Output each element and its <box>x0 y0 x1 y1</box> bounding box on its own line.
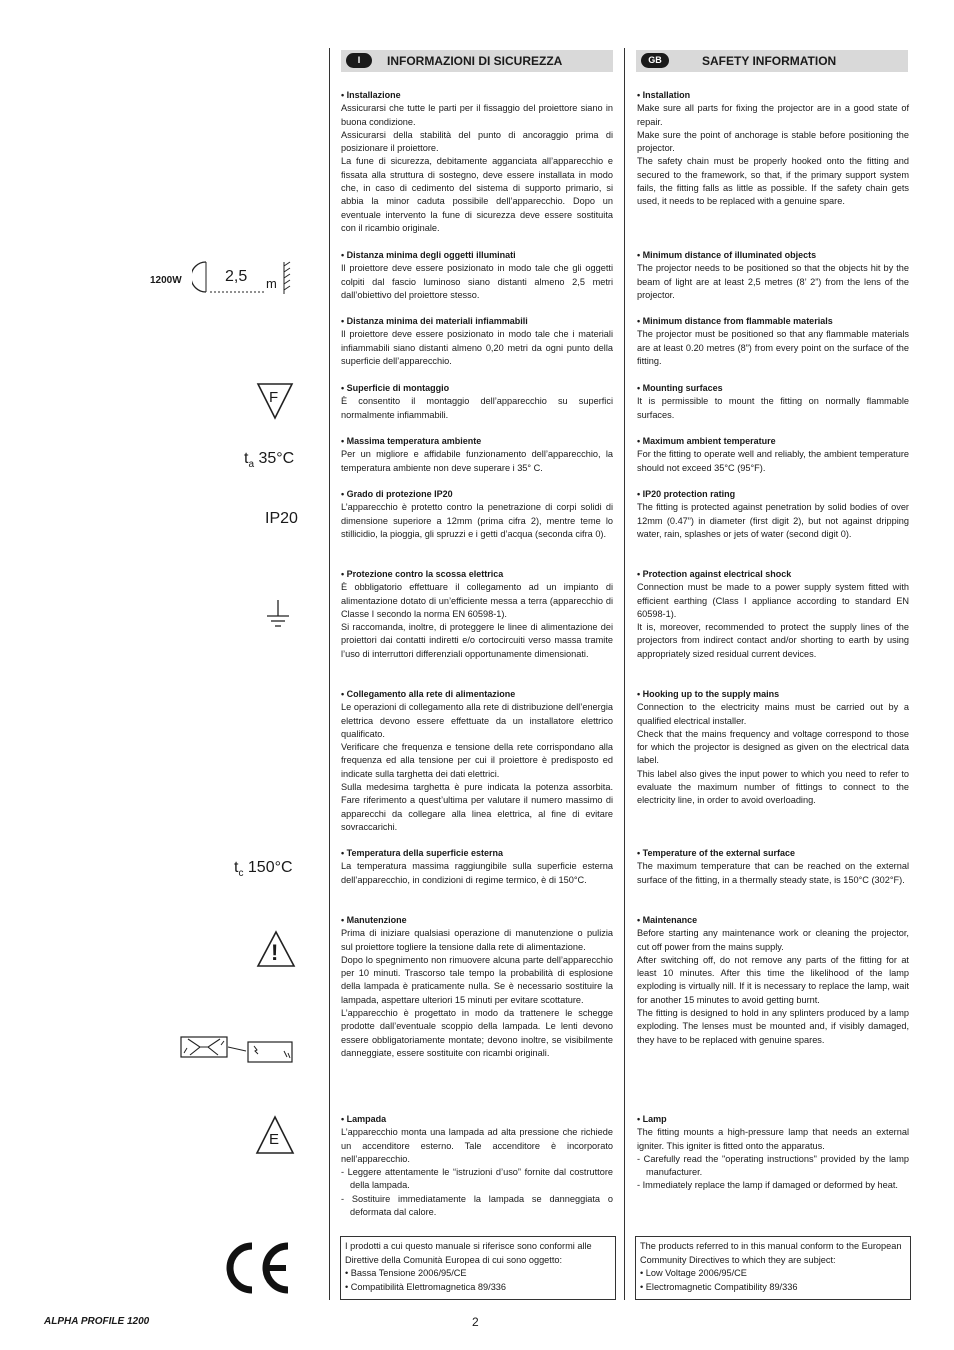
it-section-heading: • Distanza minima degli oggetti illuminati <box>341 250 516 260</box>
distance-value: 2,5 <box>225 268 248 285</box>
gb-section-paragraph: - Carefully read the "operating instructions" provided by the lamp manufacturer. <box>637 1153 909 1178</box>
it-conformity-line: I prodotti a cui questo manuale si riferisce sono conformi alle Direttive della Comunità Europea di cui sono oggetto: <box>345 1241 592 1265</box>
tc-sub: c <box>238 868 244 880</box>
it-section-heading: • Distanza minima dei materiali infiammabili <box>341 316 528 326</box>
it-section-paragraph: Il proiettore deve essere posizionato in modo tale che gli oggetti colpiti dal fascio luminoso siano distanti almeno 2,5 metri dall’obiettivo del proiettore stesso. <box>341 263 613 300</box>
it-section <box>341 89 613 235</box>
warning-symbol <box>256 930 296 968</box>
gb-section <box>637 688 909 808</box>
gb-section <box>637 1113 909 1193</box>
it-section-paragraph: Prima di iniziare qualsiasi operazione di manutenzione o pulizia sul proiettore togliere la tensione dalla rete di alimentazione. <box>341 928 613 952</box>
earth-icon <box>265 600 291 632</box>
gb-section-heading: • Minimum distance of illuminated objects <box>637 250 817 260</box>
gb-section <box>637 435 909 475</box>
distance-unit: m <box>266 276 277 291</box>
gb-section-heading: • Hooking up to the supply mains <box>637 689 780 699</box>
it-section-paragraph: L’apparecchio è progettato in modo da trattenere le schegge prodotte dall’eventuale scoppio della lampada. Le lenti devono essere obbligatoriamente montate; devono inoltre, se visibilmente danneggiate, essere sostituite con ricambi originali. <box>341 1008 613 1058</box>
gb-conformity-line: • Electromagnetic Compatibility 89/336 <box>640 1281 798 1292</box>
gb-section-paragraph: Connection to the electricity mains must be carried out by a qualified electrical installer. <box>637 702 909 726</box>
gb-section <box>637 568 909 661</box>
it-section-heading: • Installazione <box>341 90 401 100</box>
distance-watt: 1200W <box>150 275 182 286</box>
it-section-paragraph: Sulla medesima targhetta è pure indicata la potenza assorbita. Fare riferimento a quest’ultima per valutare il numero massimo di apparecchi da collegare alla linea elettrica, al fine di evitare sovraccarichi. <box>341 782 613 832</box>
column-rule-middle <box>624 48 625 1300</box>
gb-section-paragraph: Connection must be made to a power supply system fitted with efficient earthing (Class I appliance according to standard EN 60598-1). <box>637 582 909 619</box>
ip-rating-label: IP20 <box>265 510 298 527</box>
it-section-heading: • Temperatura della superficie esterna <box>341 848 504 858</box>
it-section <box>341 249 613 302</box>
it-section <box>341 382 613 422</box>
gb-section <box>637 89 909 209</box>
gb-section <box>637 249 909 302</box>
gb-section-paragraph: Before starting any maintenance work or cleaning the projector, cut off power from the mains supply. <box>637 928 909 952</box>
it-conformity-line: • Compatibilità Elettromagnetica 89/336 <box>345 1281 507 1292</box>
gb-section-heading: • Temperature of the external surface <box>637 848 796 858</box>
gb-section-paragraph: The projector must be positioned so that any flammable materials are at least 0.20 metres (8”) from every point on the surface of the fitting. <box>637 329 909 366</box>
it-section <box>341 568 613 661</box>
it-section-heading: • Protezione contro la scossa elettrica <box>341 569 504 579</box>
it-section-heading: • Superficie di montaggio <box>341 383 450 393</box>
gb-section-paragraph: It is permissible to mount the fitting on normally flammable surfaces. <box>637 396 909 420</box>
it-section <box>341 488 613 541</box>
gb-section <box>637 914 909 1047</box>
it-section-paragraph: L’apparecchio monta una lampada ad alta pressione che richiede un accenditore esterno. Tale accenditore è incorporato nell’apparecchio. <box>341 1127 613 1164</box>
gb-section-heading: • Installation <box>637 90 691 100</box>
gb-section-paragraph: Check that the mains frequency and voltage correspond to those for which the projector is designed as given on the electrical data label. <box>637 728 909 766</box>
gb-section-paragraph: The fitting is designed to hold in any splinters produced by a lamp exploding. The lenses must be mounted and, if visibly damaged, they have to be replaced with genuine spares. <box>637 1008 909 1045</box>
gb-section-paragraph: This label also gives the input power to which you need to refer to evaluate the maximum number of fittings to connect to the electricity line, in order to avoid overloading. <box>637 768 909 806</box>
gb-section-heading: • IP20 protection rating <box>637 489 736 499</box>
it-section-paragraph: È consentito il montaggio dell’apparecchio su superfici normalmente infiammabili. <box>341 396 613 420</box>
column-rule-left <box>329 48 330 1300</box>
gb-section-paragraph: After switching off, do not remove any parts of the fitting for at least 10 minutes. After this time the likelihood of the lamp exploding is virtually nill. If it is necessary to replace the lamp, wait for another 15 minutes to avoid getting burnt. <box>637 954 909 1005</box>
tc-value: 150°C <box>243 859 293 876</box>
it-section-heading: • Manutenzione <box>341 915 407 925</box>
it-section-paragraph: È obbligatorio effettuare il collegamento ad un impianto di alimentazione dotato di un’efficiente messa a terra (apparecchio di Classe I secondo la norma EN 60598-1). <box>341 582 613 619</box>
gb-section-paragraph: The projector needs to be positioned so that the objects hit by the beam of light are at least 2,5 metres (8’ 2”) from the lens of the projector. <box>637 263 909 300</box>
it-title: INFORMAZIONI DI SICUREZZA <box>387 54 563 68</box>
gb-conformity-box <box>635 1236 911 1300</box>
gb-section <box>637 315 909 368</box>
flammable-surface-symbol <box>255 380 295 420</box>
ta-sub: a <box>248 459 255 471</box>
it-section-paragraph: Le operazioni di collegamento alla rete di distribuzione dell’energia elettrica devono essere effettuate da un installatore elettrico qualificato. <box>341 702 613 739</box>
gb-section-paragraph: For the fitting to operate well and reliably, the ambient temperature should not exceed 35°C (95°F). <box>637 449 909 473</box>
it-section <box>341 688 613 834</box>
it-section-paragraph: Si raccomanda, inoltre, di proteggere le linee di alimentazione dei proiettori dai contatti indiretti e/o cortocircuiti verso massa tramite l’uso di interruttori differenziali opportunamente dimensionati. <box>341 622 613 659</box>
it-section <box>341 315 613 368</box>
gb-conformity-line: • Low Voltage 2006/95/CE <box>640 1268 747 1278</box>
it-section-paragraph: Per un migliore e affidabile funzionamento dell’apparecchio, la temperatura ambiente non deve superare i 35° C. <box>341 449 613 473</box>
it-section-heading: • Lampada <box>341 1114 387 1124</box>
it-section-paragraph: La fune di sicurezza, debitamente agganciata all’apparecchio e fissata alla struttura di sostegno, deve essere installata in modo che, in caso di cedimento del sistema di supporto primario, si abbia la minor caduta possibile dell’apparecchio. Dopo un eventuale intervento la fune di sicurezza deve essere sostituita con il ricambio originale. <box>341 156 613 233</box>
it-column <box>341 0 613 1300</box>
it-section-paragraph: Verificare che frequenza e tensione della rete corrispondano alla frequenza ed alla tensione per cui il proiettore è predisposto ed indicate sulla targhetta dei dati elettrici. <box>341 742 613 779</box>
gb-column <box>637 0 909 1300</box>
it-conformity-line: • Bassa Tensione 2006/95/CE <box>345 1268 467 1278</box>
gb-section-paragraph: Make sure the point of anchorage is stable before positioning the projector. <box>637 129 909 154</box>
tc-t: t <box>234 859 239 876</box>
gb-section <box>637 847 909 887</box>
it-section-heading: • Collegamento alla rete di alimentazione <box>341 689 516 699</box>
gb-section-paragraph: The safety chain must be properly hooked onto the fitting and secured to the framework, so that, if the primary support system fails, the fitting falls as little as possible. If the safety chain gets used, it needs to be replaced with a genuine spare. <box>637 156 909 207</box>
gb-section <box>637 382 909 422</box>
gb-section-paragraph: The fitting mounts a high-pressure lamp that needs an external igniter. This igniter is fitted onto the apparatus. <box>637 1127 909 1151</box>
it-section <box>341 1113 613 1219</box>
gb-section-paragraph: - Immediately replace the lamp if damaged or deformed by heat. <box>637 1180 898 1191</box>
gb-section-heading: • Minimum distance from flammable materials <box>637 316 833 326</box>
warning-mark: ! <box>271 940 279 965</box>
gb-section <box>637 488 909 541</box>
broken-lens-icon <box>180 1035 296 1065</box>
gb-section-paragraph: The fitting is protected against penetration by solid bodies of over 12mm (0.47”) in diameter (first digit 2), but not against dripping water, rain, splashes or jets of water (second digit 0). <box>637 502 909 539</box>
it-section-paragraph: Il proiettore deve essere posizionato in modo tale che i materiali infiammabili siano distanti almeno 0,20 metri da ogni punto della superficie dell’apparecchio. <box>341 329 613 366</box>
gb-section-heading: • Lamp <box>637 1114 667 1124</box>
page-number: 2 <box>472 1315 479 1329</box>
it-section-paragraph: L’apparecchio è protetto contro la penetrazione di corpi solidi di dimensione superiore a 12mm (prima cifra 2), mentre teme lo stillicidio, la pioggia, gli spruzzi e i getti d’acqua (seconda cifra 0). <box>341 502 613 539</box>
gb-section-paragraph: It is, moreover, recommended to protect the supply lines of the projectors from indirect contact and/or shorting to earth by using appropriately sized residual current devices. <box>637 622 909 659</box>
gb-section-heading: • Maintenance <box>637 915 698 925</box>
it-badge: I <box>346 53 372 68</box>
gb-section-heading: • Maximum ambient temperature <box>637 436 776 446</box>
it-section-paragraph: La temperatura massima raggiungibile sulla superficie esterna dell’apparecchio, in condizioni di regime termico, è di 150°C. <box>341 861 613 885</box>
footer-product-title: ALPHA PROFILE 1200 <box>44 1316 150 1327</box>
it-section-paragraph: - Sostituire immediatamente la lampada se danneggiata o deformata dal calore. <box>341 1193 613 1218</box>
ambient-temp-label <box>244 450 294 470</box>
distance-symbol <box>150 258 300 298</box>
surface-temp-label <box>234 859 293 879</box>
it-section-paragraph: Dopo lo spegnimento non rimuovere alcuna parte dell’apparecchio per 10 minuti. Trascorso tale tempo la probabilità di esplosione della lampada è praticamente nulla. Se è necessario sostituire la lampada, aspettare ulteriori 15 minuti per evitare scottature. <box>341 954 613 1005</box>
lamp-e-symbol <box>255 1115 295 1155</box>
ta-t: t <box>244 450 249 467</box>
it-section-heading: • Massima temperatura ambiente <box>341 436 482 446</box>
it-section <box>341 435 613 475</box>
gb-section-paragraph: Make sure all parts for fixing the projector are in a good state of repair. <box>637 103 909 127</box>
gb-conformity-line: The products referred to in this manual conform to the European Community Directives to which they are subject: <box>640 1241 902 1265</box>
ta-value: 35°C <box>254 450 295 467</box>
gb-section-heading: • Mounting surfaces <box>637 383 723 393</box>
it-section-paragraph: Assicurarsi della stabilità del punto di ancoraggio prima di posizionare il proiettore. <box>341 129 613 154</box>
it-section-paragraph: - Leggere attentamente le “istruzioni d’uso” fornite dal costruttore della lampada. <box>341 1167 613 1191</box>
ce-mark-icon <box>222 1240 294 1296</box>
gb-section-paragraph: The maximum temperature that can be reached on the external surface of the fitting, in a thermally steady state, is 150°C (302°F). <box>637 861 909 885</box>
gb-badge: GB <box>641 53 669 68</box>
it-section-heading: • Grado di protezione IP20 <box>341 489 453 499</box>
it-section <box>341 847 613 887</box>
gb-title: SAFETY INFORMATION <box>702 54 837 68</box>
lamp-e-letter: E <box>269 1131 280 1148</box>
it-section-paragraph: Assicurarsi che tutte le parti per il fissaggio del proiettore siano in buona condizione. <box>341 103 613 127</box>
gb-section-heading: • Protection against electrical shock <box>637 569 792 579</box>
it-section <box>341 914 613 1060</box>
it-conformity-box <box>340 1236 616 1300</box>
flammable-letter: F <box>269 389 279 406</box>
